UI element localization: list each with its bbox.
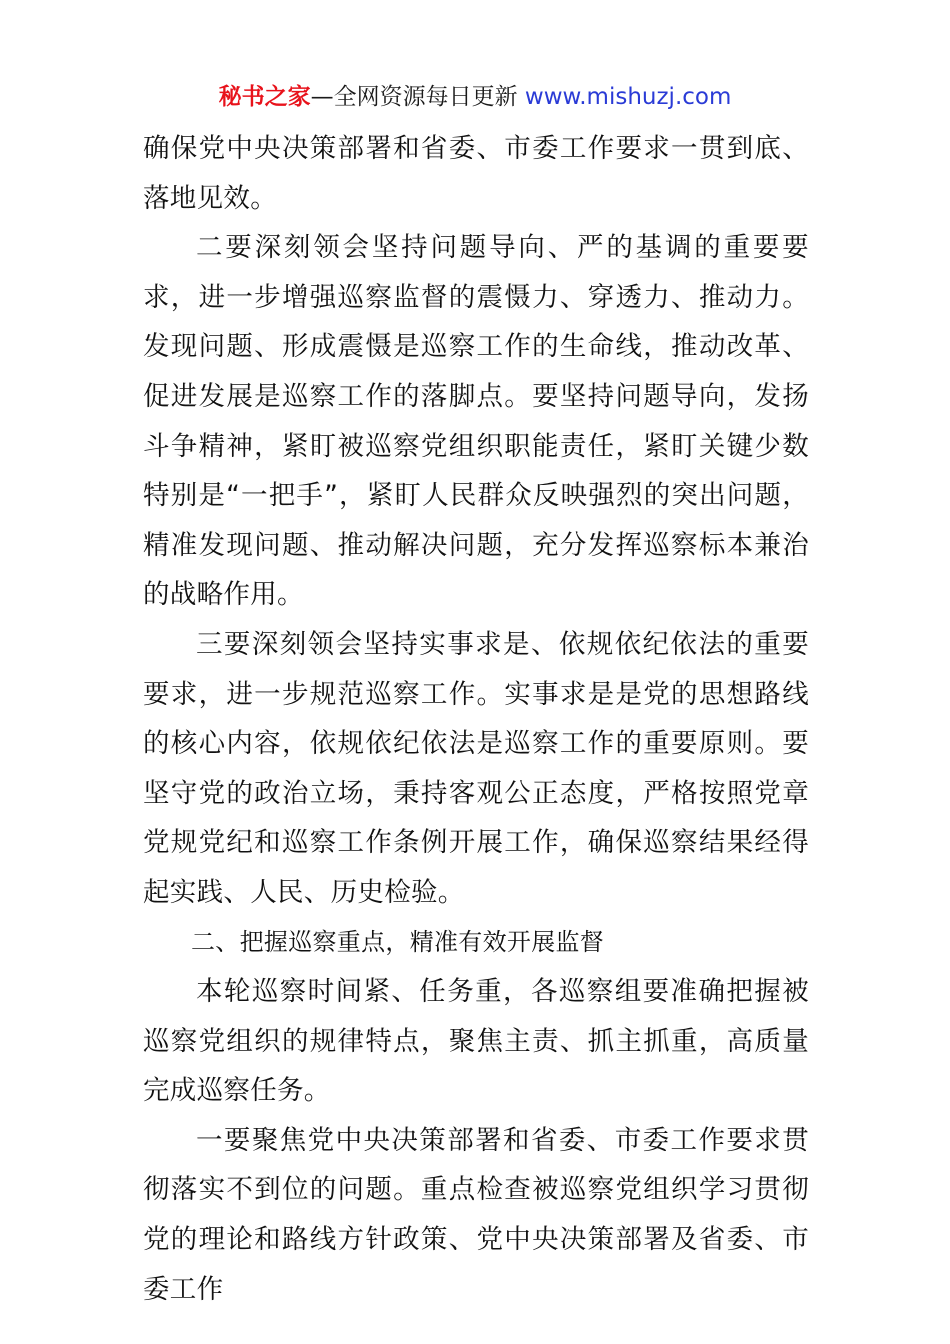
paragraph-focus-one: 一要聚焦党中央决策部署和省委、市委工作要求贯彻落实不到位的问题。重点检查被巡察党组织学习贯彻党的理论和路线方针政策、党中央决策部署及省委、市委工作: [143, 1124, 809, 1305]
site-url-link[interactable]: www.mishuzj.com: [524, 84, 732, 110]
site-brand: 秘书之家: [218, 84, 311, 110]
paragraph-point-three: 三要深刻领会坚持实事求是、依规依纪依法的重要要求，进一步规范巡察工作。实事求是是党的思想路线的核心内容，依规依纪依法是巡察工作的重要原则。要坚守党的政治立场，秉持客观公正态度，严格按照党章党规党纪和巡察工作条例开展工作，确保巡察结果经得起实践、人民、历史检验。: [143, 628, 809, 908]
document-body: [143, 124, 809, 1314]
site-tagline: —全网资源每日更新: [310, 84, 518, 110]
paragraph-section-intro: 本轮巡察时间紧、任务重，各巡察组要准确把握被巡察党组织的规律特点，聚焦主责、抓主抓重，高质量完成巡察任务。: [143, 976, 809, 1107]
paragraph-continuation: 确保党中央决策部署和省委、市委工作要求一贯到底、落地见效。: [143, 133, 809, 214]
paragraph-point-two: 二要深刻领会坚持问题导向、严的基调的重要要求，进一步增强巡察监督的震慑力、穿透力、推动力。发现问题、形成震慑是巡察工作的生命线，推动改革、促进发展是巡察工作的落脚点。要坚持问题导向，发扬斗争精神，紧盯被巡察党组织职能责任，紧盯关键少数特别是“一把手”，紧盯人民群众反映强烈的突出问题，精准发现问题、推动解决问题，充分发挥巡察标本兼治的战略作用。: [143, 232, 809, 611]
site-header: [0, 82, 950, 112]
section-heading: 二、把握巡察重点，精准有效开展监督: [191, 927, 605, 956]
